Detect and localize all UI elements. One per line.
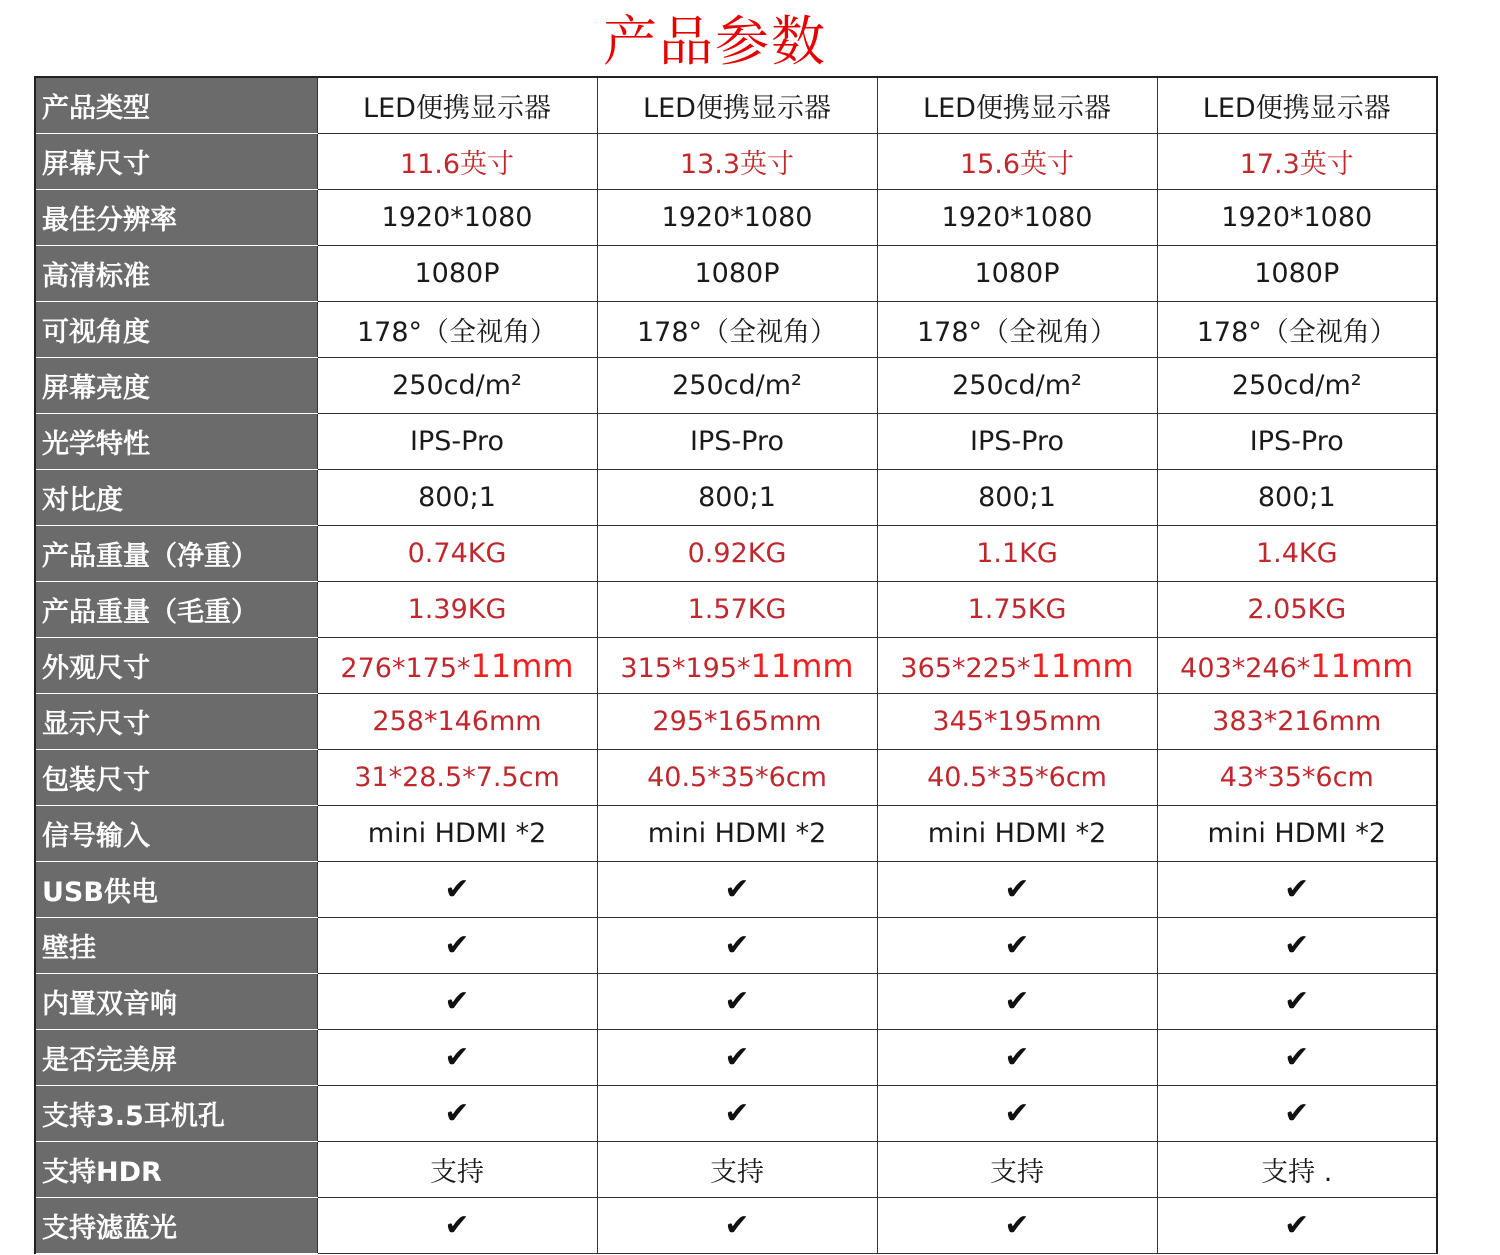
spec-value-text: 11.6英寸 [399,149,515,180]
check-icon [597,1030,877,1086]
spec-value [317,638,597,694]
spec-value-text: LED便携显示器 [1202,93,1391,124]
spec-row [35,1086,1437,1142]
spec-label: 信号输入 [35,806,317,862]
spec-value [597,526,877,582]
spec-value-text: mini HDMI *2 [367,818,547,849]
check-mark: ✔ [1284,1208,1310,1243]
spec-value [877,358,1157,414]
check-icon [597,918,877,974]
spec-value-text: 17.3英寸 [1239,149,1354,180]
spec-value [1157,358,1437,414]
spec-value [597,246,877,302]
check-mark: ✔ [724,928,750,963]
spec-label: 光学特性 [35,414,317,470]
spec-value [877,1142,1157,1198]
check-icon [877,862,1157,918]
spec-value-text: IPS-Pro [1249,426,1344,457]
spec-label: 屏幕尺寸 [35,134,317,190]
spec-value [597,582,877,638]
spec-row [35,134,1437,190]
spec-value-text: 178°（全视角） [916,317,1118,348]
spec-label: 支持滤蓝光 [35,1198,317,1254]
spec-value [317,526,597,582]
spec-value-text: 383*216mm [1212,706,1382,737]
spec-value-suffix: 11mm [1030,646,1134,685]
spec-value [1157,806,1437,862]
spec-value [317,806,597,862]
check-mark: ✔ [444,928,470,963]
check-icon [597,862,877,918]
spec-label: 支持HDR [35,1142,317,1198]
spec-value [597,1142,877,1198]
spec-value-text: 178°（全视角） [356,317,558,348]
spec-value-text: 支持 [710,1157,764,1188]
spec-value [1157,246,1437,302]
spec-row [35,190,1437,246]
spec-value-text: 1080P [414,258,500,289]
spec-value [597,190,877,246]
spec-value [317,750,597,806]
check-icon [877,1198,1157,1254]
check-icon [597,974,877,1030]
check-mark: ✔ [1004,1040,1030,1075]
spec-row [35,77,1437,134]
spec-value-text: 1920*1080 [1221,202,1373,233]
spec-row [35,694,1437,750]
spec-value [877,806,1157,862]
spec-value [317,358,597,414]
spec-value [1157,77,1437,134]
check-icon [597,1086,877,1142]
check-mark: ✔ [1004,928,1030,963]
spec-label: 内置双音响 [35,974,317,1030]
spec-value [877,414,1157,470]
spec-value [317,582,597,638]
spec-label: 高清标准 [35,246,317,302]
spec-value-text: mini HDMI *2 [647,818,827,849]
check-icon [877,1086,1157,1142]
spec-value [1157,694,1437,750]
spec-value [597,638,877,694]
check-mark: ✔ [724,1208,750,1243]
check-mark: ✔ [724,984,750,1019]
spec-value [597,694,877,750]
spec-value-suffix: 11mm [1310,646,1414,685]
spec-value-text: 250cd/m² [672,370,802,401]
spec-value [317,302,597,358]
spec-value-text: 40.5*35*6cm [927,762,1107,793]
spec-value [877,77,1157,134]
spec-value [877,526,1157,582]
spec-value-text: IPS-Pro [410,426,504,457]
check-mark: ✔ [444,984,470,1019]
spec-row [35,862,1437,918]
spec-value-text: 1920*1080 [661,202,813,233]
spec-value-text: 800;1 [418,482,496,513]
spec-value-text: 1920*1080 [381,202,533,233]
spec-value-text: LED便携显示器 [643,93,831,124]
spec-value-suffix: 11mm [750,646,854,685]
spec-value [1157,470,1437,526]
spec-value-text: 1080P [1254,258,1340,289]
spec-row [35,1142,1437,1198]
spec-value [877,470,1157,526]
spec-label: 对比度 [35,470,317,526]
spec-label: 可视角度 [35,302,317,358]
spec-label: 产品重量（净重） [35,526,317,582]
check-icon [1157,1086,1437,1142]
spec-value-suffix: 11mm [470,646,574,685]
spec-row [35,918,1437,974]
check-mark: ✔ [1004,872,1030,907]
page-title: 产品参数 [603,10,827,73]
spec-value [597,134,877,190]
check-mark: ✔ [1284,984,1310,1019]
check-icon [877,1030,1157,1086]
spec-value-text: 800;1 [698,482,776,513]
spec-value-text: 276*175* [340,652,471,684]
spec-value-text: 43*35*6cm [1219,762,1374,793]
spec-label: 是否完美屏 [35,1030,317,1086]
spec-value [877,638,1157,694]
spec-value-text: 250cd/m² [392,370,522,401]
spec-label: 壁挂 [35,918,317,974]
spec-row [35,638,1437,694]
spec-value-text: 250cd/m² [952,370,1082,401]
check-mark: ✔ [1284,1040,1310,1075]
spec-value [317,470,597,526]
spec-value-text: mini HDMI *2 [1207,818,1387,849]
spec-row [35,974,1437,1030]
spec-value-text: 800;1 [1257,482,1336,513]
spec-value [597,302,877,358]
spec-table [34,76,1438,1254]
check-icon [317,1086,597,1142]
spec-value-text: IPS-Pro [690,426,784,457]
spec-value [317,414,597,470]
spec-value [317,134,597,190]
spec-value [317,246,597,302]
spec-value [1157,582,1437,638]
spec-row [35,1198,1437,1254]
check-mark: ✔ [1004,1208,1030,1243]
spec-value-text: 1.75KG [967,594,1067,625]
spec-row [35,750,1437,806]
spec-value-text: 1.1KG [976,538,1058,569]
spec-label: 外观尺寸 [35,638,317,694]
spec-value-text: 345*195mm [932,706,1102,737]
check-icon [317,1030,597,1086]
spec-value-text: mini HDMI *2 [927,818,1107,849]
spec-row [35,526,1437,582]
spec-value [597,750,877,806]
check-icon [317,974,597,1030]
spec-value [317,190,597,246]
check-icon [317,862,597,918]
spec-value [317,1142,597,1198]
check-mark: ✔ [1004,984,1030,1019]
spec-row [35,1030,1437,1086]
spec-value-text: 800;1 [978,482,1056,513]
spec-value-text: LED便携显示器 [363,93,551,124]
spec-row [35,470,1437,526]
spec-value [877,246,1157,302]
spec-value [877,134,1157,190]
check-icon [317,1198,597,1254]
check-icon [1157,862,1437,918]
spec-label: 包装尺寸 [35,750,317,806]
spec-value [1157,750,1437,806]
check-mark: ✔ [724,1040,750,1075]
spec-label: 最佳分辨率 [35,190,317,246]
spec-value-text: 31*28.5*7.5cm [354,762,560,793]
check-mark: ✔ [444,1040,470,1075]
spec-value-text: 支持 . [1261,1157,1333,1188]
spec-row [35,246,1437,302]
spec-value-text: 0.92KG [687,538,787,569]
spec-value-text: 15.6英寸 [959,149,1075,180]
check-icon [1157,1030,1437,1086]
spec-value-text: IPS-Pro [970,426,1064,457]
spec-value [597,470,877,526]
spec-value-text: 365*225* [900,652,1031,684]
spec-value [1157,190,1437,246]
spec-value-text: 1.4KG [1255,538,1338,569]
spec-value [597,77,877,134]
check-icon [597,1198,877,1254]
spec-row [35,302,1437,358]
check-mark: ✔ [1284,872,1310,907]
spec-value-text: 1.57KG [687,594,787,625]
spec-label: 屏幕亮度 [35,358,317,414]
check-mark: ✔ [444,1096,470,1131]
spec-value [597,414,877,470]
check-mark: ✔ [724,1096,750,1131]
spec-label: 产品类型 [35,77,317,134]
check-mark: ✔ [444,1208,470,1243]
spec-value-text: 0.74KG [407,538,507,569]
spec-row [35,582,1437,638]
check-icon [1157,974,1437,1030]
spec-value-text: 258*146mm [372,706,542,737]
spec-value-text: 315*195* [620,652,751,684]
spec-value-text: 1.39KG [407,594,507,625]
spec-value [317,694,597,750]
spec-value [1157,526,1437,582]
check-mark: ✔ [444,872,470,907]
spec-value [597,358,877,414]
spec-value [317,77,597,134]
spec-value [1157,134,1437,190]
spec-value [597,806,877,862]
spec-value-text: 250cd/m² [1231,370,1362,401]
spec-value-text: 1080P [694,258,780,289]
spec-row [35,358,1437,414]
check-icon [877,918,1157,974]
spec-value-text: 40.5*35*6cm [647,762,827,793]
spec-label: 支持3.5耳机孔 [35,1086,317,1142]
spec-value-text: LED便携显示器 [923,93,1111,124]
spec-value [877,582,1157,638]
check-mark: ✔ [1284,928,1310,963]
spec-value-text: 支持 [990,1157,1044,1188]
spec-value [877,750,1157,806]
check-icon [1157,1198,1437,1254]
spec-label: 产品重量（毛重） [35,582,317,638]
check-icon [317,918,597,974]
spec-value-text: 2.05KG [1247,594,1347,625]
spec-label: 显示尺寸 [35,694,317,750]
spec-value [877,694,1157,750]
spec-value [1157,1142,1437,1198]
check-mark: ✔ [1004,1096,1030,1131]
spec-value [877,190,1157,246]
spec-value-text: 支持 [430,1157,484,1188]
spec-row [35,806,1437,862]
spec-value [1157,414,1437,470]
spec-value [1157,638,1437,694]
spec-value [1157,302,1437,358]
check-mark: ✔ [724,872,750,907]
spec-label: USB供电 [35,862,317,918]
spec-value-text: 295*165mm [652,706,822,737]
spec-value-text: 178°（全视角） [1196,317,1397,348]
check-icon [1157,918,1437,974]
spec-value [877,302,1157,358]
check-icon [877,974,1157,1030]
spec-value-text: 1080P [974,258,1060,289]
spec-value-text: 403*246* [1180,652,1311,684]
spec-row [35,414,1437,470]
spec-value-text: 1920*1080 [941,202,1093,233]
check-mark: ✔ [1284,1096,1310,1131]
spec-value-text: 13.3英寸 [679,149,795,180]
spec-value-text: 178°（全视角） [636,317,838,348]
